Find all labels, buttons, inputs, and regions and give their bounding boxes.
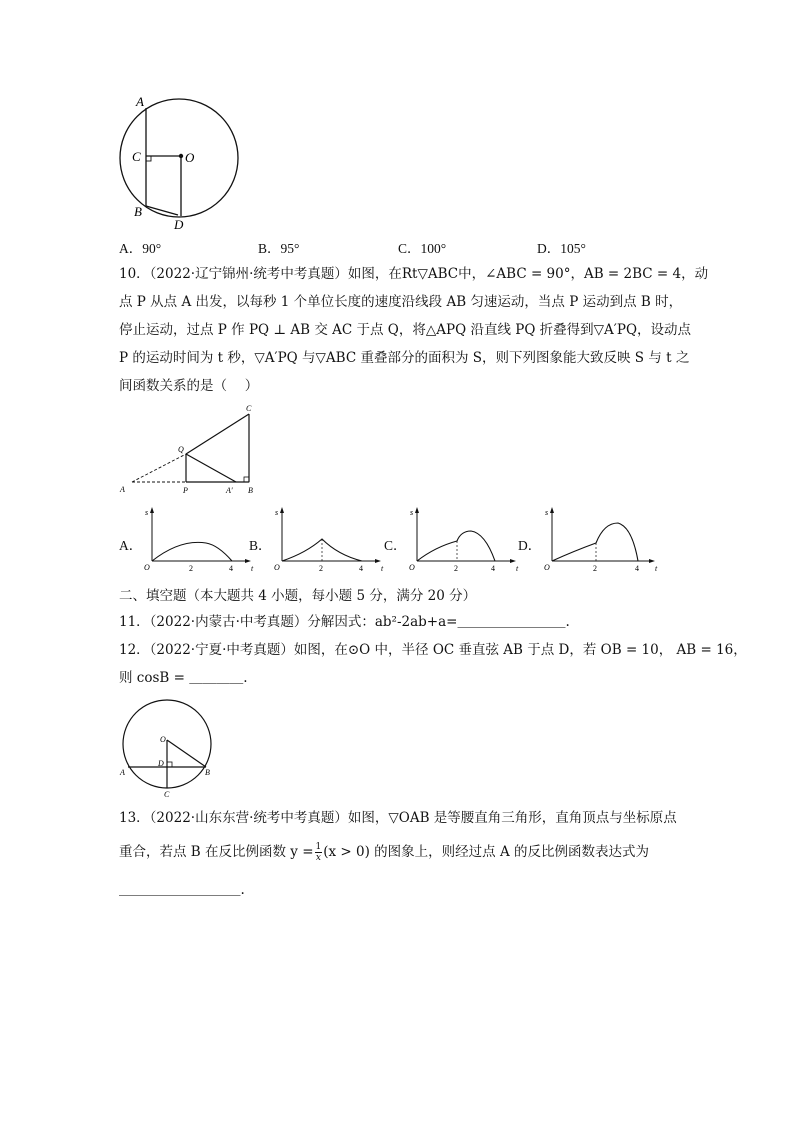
- tick-4: 4: [359, 564, 363, 573]
- dashed-aq: [132, 454, 186, 482]
- fraction: [315, 842, 323, 863]
- q13-line-3: ＿＿＿＿＿＿＿＿＿.: [119, 882, 245, 898]
- segment-qc: [186, 414, 249, 454]
- axis-s: s: [545, 508, 549, 517]
- right-angle-mark-b: [244, 477, 249, 482]
- axis-s: s: [410, 508, 414, 517]
- q10-option-a-label: A．: [119, 538, 143, 553]
- q9-option-d: D．105°: [537, 241, 586, 256]
- origin: O: [274, 563, 280, 572]
- label-c: C: [132, 149, 141, 164]
- graph-option-a: [140, 505, 258, 575]
- tick-2: 2: [593, 564, 597, 573]
- label-o: O: [160, 735, 166, 744]
- label-b: B: [134, 204, 142, 219]
- graph-option-b: [270, 505, 388, 575]
- q13-line-2-end: (x > 0) 的图象上，则经过点 A 的反比例函数表达式为: [323, 844, 650, 860]
- fraction-denominator: x: [315, 853, 321, 863]
- label-d: D: [174, 217, 184, 232]
- label-p: P: [183, 486, 188, 495]
- q13-line-1: 13．（2022·山东东营·统考中考真题）如图，▽OAB 是等腰直角三角形，直角顶点与坐标原点: [119, 810, 677, 826]
- graph-option-c: [405, 505, 523, 575]
- q10-line-4: P 的运动时间为 t 秒，▽A′PQ 与▽ABC 重叠部分的面积为 S，则下列图象能大致反映 S 与 t 之: [119, 350, 690, 366]
- q10-line-5: 间函数关系的是（ ）: [119, 378, 259, 394]
- triangle-figure-q10: [112, 400, 272, 500]
- label-a: A: [120, 485, 125, 494]
- curve: [417, 531, 495, 561]
- q9-option-b: B．95°: [258, 241, 300, 256]
- q10-option-b-label: B．: [249, 538, 272, 553]
- label-d: D: [158, 759, 164, 768]
- tick-4: 4: [229, 564, 233, 573]
- label-a: A: [136, 94, 144, 109]
- tick-2: 2: [454, 564, 458, 573]
- q11-text: 11．（2022·内蒙古·中考真题）分解因式：ab²-2ab+a=＿＿＿＿＿＿＿＿.: [119, 614, 570, 630]
- tick-4: 4: [491, 564, 495, 573]
- q10-line-2: 点 P 从点 A 出发，以每秒 1 个单位长度的速度沿线段 AB 匀速运动，当点 P 运动到点 B 时，: [119, 294, 683, 310]
- q10-line-1: 10．（2022·辽宁锦州·统考中考真题）如图，在Rt▽ABC中，∠ABC = 90°，AB = 2BC = 4，动: [119, 266, 709, 282]
- axis-t: t: [655, 564, 658, 573]
- q13-line-2: [119, 842, 649, 863]
- tick-4: 4: [635, 564, 639, 573]
- q9-option-c: C．100°: [398, 241, 447, 256]
- graph-option-d: [540, 505, 662, 575]
- label-c: C: [246, 404, 252, 413]
- q10-line-3: 停止运动，过点 P 作 PQ ⊥ AB 交 AC 于点 Q，将△APQ 沿直线 PQ 折叠得到▽A′PQ，设动点: [119, 322, 692, 338]
- origin: O: [144, 563, 150, 572]
- circle-figure-q9: [110, 92, 250, 232]
- circle-figure-q12: [115, 696, 225, 800]
- label-o: O: [185, 150, 195, 165]
- center-point: [179, 154, 183, 158]
- origin: O: [544, 563, 550, 572]
- label-q: Q: [178, 445, 184, 454]
- label-c: C: [164, 790, 170, 799]
- curve: [152, 542, 232, 561]
- label-a-prime: A′: [226, 486, 233, 495]
- label-b: B: [205, 768, 210, 777]
- fraction-numerator: 1: [315, 842, 322, 852]
- origin: O: [409, 563, 415, 572]
- right-angle-mark: [167, 762, 172, 767]
- right-angle-mark: [146, 156, 151, 161]
- axis-t: t: [251, 564, 254, 573]
- q12-line-2: 则 cosB = ＿＿＿＿.: [119, 670, 248, 686]
- label-a: A: [120, 768, 125, 777]
- axis-t: t: [516, 564, 519, 573]
- curve: [282, 539, 362, 561]
- axis-t: t: [381, 564, 384, 573]
- q10-option-d-label: D．: [518, 538, 542, 553]
- section-heading-fill-in: 二、填空题（本大题共 4 小题，每小题 5 分，满分 20 分）: [119, 588, 477, 604]
- q10-option-c-label: C．: [384, 538, 407, 553]
- tick-2: 2: [319, 564, 323, 573]
- axis-s: s: [275, 508, 279, 517]
- axis-s: s: [145, 508, 149, 517]
- segment-qa-prime: [186, 454, 236, 482]
- curve: [552, 523, 638, 561]
- tick-2: 2: [189, 564, 193, 573]
- label-b: B: [248, 486, 253, 495]
- radius-ob: [167, 740, 206, 767]
- q13-line-2-start: 重合，若点 B 在反比例函数 y =: [119, 844, 314, 860]
- q9-option-a: A．90°: [119, 241, 162, 256]
- q12-line-1: 12．（2022·宁夏·中考真题）如图，在⊙O 中，半径 OC 垂直弦 AB 于点 D，若 OB = 10， AB = 16，: [119, 642, 747, 658]
